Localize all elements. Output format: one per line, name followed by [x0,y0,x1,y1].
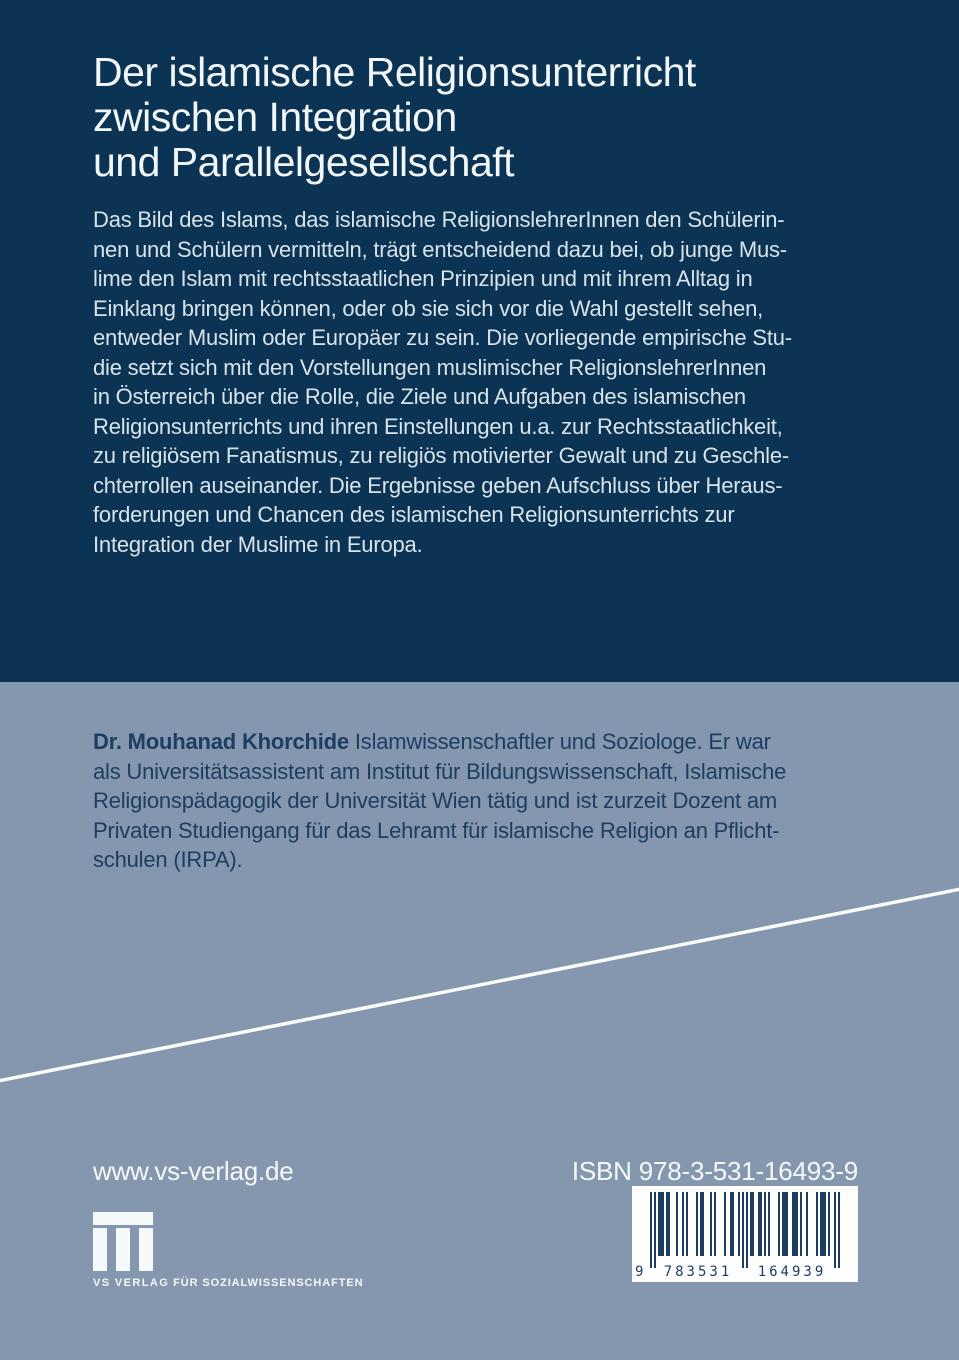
title-line: zwischen Integration [93,94,457,140]
bio-line: schulen (IRPA). [93,847,243,872]
blurb-line: Einklang bringen können, oder ob sie sich vor die Wahl gestellt sehen, [93,295,764,321]
barcode-digit-group: 164939 [757,1264,827,1280]
barcode-digit-group: 9 [635,1264,647,1280]
isbn-label: ISBN 978-3-531-16493-9 [571,1156,858,1186]
blurb-line: zu religiösem Fanatismus, zu religiös motivierter Gewalt und zu Geschle- [93,443,789,468]
bio-line: Religionspädagogik der Universität Wien tätig und ist zurzeit Dozent am [93,788,778,813]
blurb-line: Das Bild des Islams, das islamische ReligionslehrerInnen den Schülerin- [93,207,785,232]
blurb-line: lime den Islam mit rechtsstaatlichen Prinzipien und mit ihrem Alltag in [93,266,753,291]
publisher-name-bold: VS VERLAG [93,1277,170,1289]
author-name: Dr. Mouhanad Khorchide [93,729,349,754]
title-line: und Parallelgesellschaft [93,139,515,185]
bio-line-rest: Islamwissenschaftler und Soziologe. Er war [348,729,771,754]
blurb-line: in Österreich über die Rolle, die Ziele und Aufgaben des islamischen [93,384,746,409]
blurb-line: chterrollen auseinander. Die Ergebnisse geben Aufschluss über Heraus- [93,472,783,498]
bio-line: als Universitätsassistent am Institut für Bildungswissenschaft, Islamische [93,758,787,784]
blurb-line: entweder Muslim oder Europäer zu sein. Die vorliegende empirische Stu- [93,325,792,350]
book-blurb [93,205,883,559]
blurb-line: Integration der Muslime in Europa. [93,531,423,557]
barcode-digits [632,1262,858,1280]
blurb-line: die setzt sich mit den Vorstellungen muslimischer ReligionslehrerInnen [93,354,767,380]
book-title [93,50,696,185]
bio-line [93,727,893,757]
author-bio [93,727,893,875]
isbn-barcode [632,1186,858,1282]
bio-line: Privaten Studiengang für das Lehramt für islamische Religion an Pflicht- [93,817,780,843]
blurb-line: Religionsunterrichts und ihren Einstellungen u.a. zur Rechtsstaatlichkeit, [93,413,783,439]
publisher-logo [93,1212,364,1289]
publisher-logo-text [93,1277,364,1289]
barcode-digit-group: 783531 [663,1264,733,1280]
blurb-line: forderungen und Chancen des islamischen Religionsunterrichts zur [93,502,735,527]
publisher-logo-icon [93,1212,153,1271]
publisher-website: www.vs-verlag.de [93,1156,294,1186]
title-line: Der islamische Religionsunterricht [93,49,696,95]
blurb-line: nen und Schülern vermitteln, trägt entscheidend dazu bei, ob junge Mus- [93,236,787,262]
publisher-name-rest: FÜR SOZIALWISSENSCHAFTEN [173,1277,364,1289]
